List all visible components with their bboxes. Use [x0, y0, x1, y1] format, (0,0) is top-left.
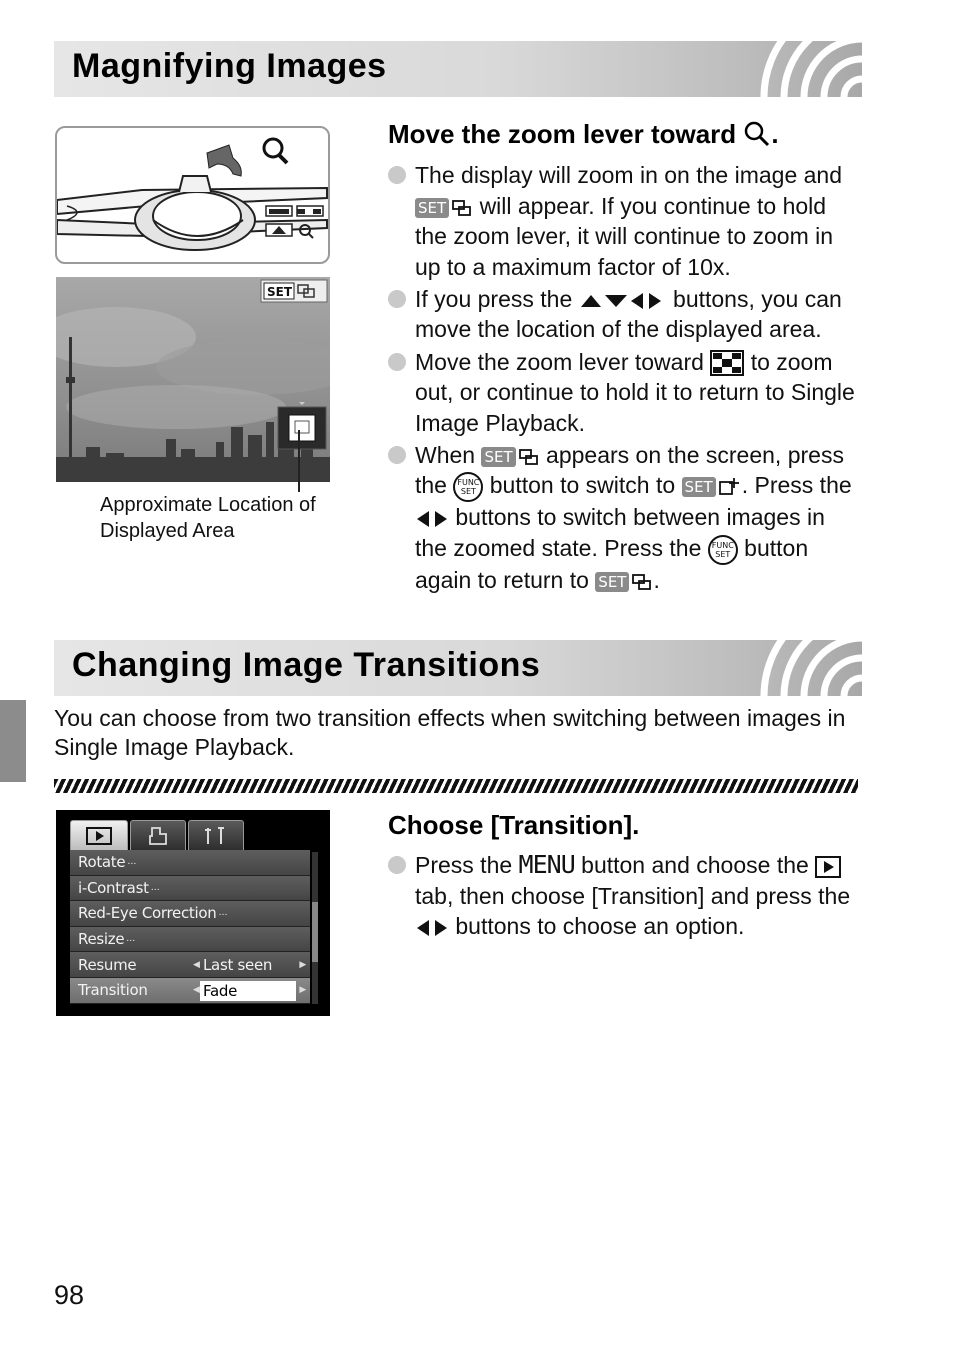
location-pointer-line [298, 430, 300, 492]
left-right-arrows-icon [415, 917, 449, 939]
list-item [388, 850, 858, 942]
set-label: SET [715, 549, 731, 559]
transition-step-heading: Choose [Transition]. [388, 810, 640, 840]
bullet-text: . [653, 566, 660, 593]
magnify-frame-icon [451, 198, 473, 218]
page-number: 98 [54, 1280, 85, 1310]
move-image-icon [718, 476, 742, 498]
set-icon: SET [481, 447, 515, 467]
menu-tabs [70, 820, 300, 850]
menu-item-label: Resize [78, 930, 125, 949]
set-icon: SET [415, 198, 449, 218]
menu-button-icon: MENU [518, 850, 575, 879]
menu-item-resume[interactable] [70, 952, 310, 978]
list-item [388, 440, 858, 596]
bullet-dot-icon [388, 290, 406, 308]
bullet-text: will appear. If you continue to hold the zoom lever, it will continue to zoom in up to a maximum factor of 10x. [415, 192, 834, 280]
zoom-step-heading-text: Move the zoom lever toward [388, 119, 737, 149]
bullet-text: buttons to choose an option. [455, 913, 745, 940]
menu-item-label: Rotate [78, 853, 126, 872]
set-magnify-icon [595, 572, 653, 592]
func-label: FUNC [711, 540, 734, 550]
zoom-step-heading [388, 119, 779, 150]
caption-line-1: Approximate Location of [100, 494, 316, 516]
bullet-text: Move the zoom lever toward [415, 348, 704, 375]
func-set-icon [453, 472, 483, 502]
transitions-intro: You can choose from two transition effects when switching between images in Single Image Playback. [54, 705, 846, 760]
func-label: FUNC [457, 478, 480, 488]
menu-item-label: Transition [78, 981, 148, 1000]
menu-item-value: Fade [200, 981, 296, 1001]
menu-item-resize[interactable]: Resize … [70, 927, 310, 953]
bullet-dot-icon [388, 353, 406, 371]
print-icon [146, 826, 170, 846]
transition-bullet-list [388, 850, 858, 943]
bullet-text: appears on the screen, press the [415, 441, 844, 499]
zoom-bullet-list [388, 160, 858, 597]
bullet-text: button again to return to [415, 534, 809, 593]
bullet-text: buttons, you can move the location of the displayed area. [415, 285, 842, 343]
bullet-text: button and choose the [581, 852, 809, 878]
list-item [388, 160, 858, 282]
bullet-text: tab, then choose [Transition] and press the [415, 882, 851, 909]
section-header-transitions [54, 640, 862, 696]
menu-item-label: Resume [78, 955, 137, 974]
arrow-buttons-icon [579, 290, 667, 312]
set-magnify-icon [415, 198, 473, 218]
bullet-text: The display will zoom in on the image and [415, 162, 843, 188]
caption-line-2: Displayed Area [100, 520, 235, 542]
playback-tab-icon [815, 856, 841, 878]
menu-item-i-contrast[interactable]: i-Contrast … [70, 876, 310, 902]
left-arrow-icon: ◀ [193, 985, 200, 996]
set-label: SET [460, 487, 476, 497]
set-icon: SET [595, 572, 629, 592]
bullet-text: button to switch to [489, 472, 676, 499]
tools-icon [204, 826, 228, 846]
zoom-step-heading-period: . [771, 119, 779, 149]
scrollbar-thumb [312, 902, 318, 962]
left-right-arrows-icon [415, 508, 449, 530]
index-playback-icon [710, 350, 744, 376]
menu-item-label: i-Contrast [78, 878, 149, 897]
section-header-magnifying [54, 41, 862, 97]
magnify-icon [743, 120, 771, 148]
bullet-text: . Press the [741, 472, 852, 499]
menu-item-transition[interactable] [70, 978, 310, 1004]
tab-settings[interactable] [188, 820, 244, 850]
zoomed-image-preview [56, 277, 330, 482]
set-image-switch-icon [682, 476, 742, 498]
bullet-dot-icon [388, 166, 406, 184]
tab-print[interactable] [130, 820, 186, 850]
step-divider [54, 779, 858, 793]
preview-caption [100, 492, 316, 544]
set-icon: SET [267, 285, 293, 299]
swirl-decoration-icon [742, 41, 862, 97]
section-title: Changing Image Transitions [72, 646, 541, 684]
set-magnify-icon [481, 447, 539, 467]
left-arrow-icon: ◀ [193, 959, 200, 970]
right-arrow-icon: ▶ [299, 959, 306, 970]
menu-item-rotate[interactable]: Rotate … [70, 850, 310, 876]
magnify-frame-icon [631, 572, 653, 592]
menu-item-label: Red-Eye Correction [78, 904, 217, 923]
camera-menu-screen [56, 810, 330, 1016]
list-item [388, 284, 858, 345]
chapter-side-tab [0, 700, 26, 782]
menu-list [70, 850, 310, 1004]
menu-item-red-eye-correction[interactable]: Red-Eye Correction … [70, 901, 310, 927]
list-item [388, 347, 858, 439]
swirl-decoration-icon [742, 640, 862, 696]
playback-icon [86, 827, 112, 845]
bullet-text: Press the [415, 852, 513, 878]
bullet-text: If you press the [415, 285, 573, 312]
tab-playback[interactable] [70, 820, 128, 850]
section-title: Magnifying Images [72, 47, 387, 85]
menu-scrollbar [312, 852, 318, 1004]
func-set-icon [708, 535, 738, 565]
bullet-text: buttons to switch between images in the zoomed state. Press the [415, 504, 825, 561]
set-icon: SET [682, 477, 716, 497]
bullet-dot-icon [388, 856, 406, 874]
right-arrow-icon: ▶ [299, 985, 306, 996]
bullet-text: When [415, 441, 476, 468]
menu-item-value: Last seen [203, 955, 273, 974]
magnify-frame-icon [518, 447, 540, 467]
bullet-dot-icon [388, 446, 406, 464]
bullet-text: to zoom out, or continue to hold it to return to Single Image Playback. [415, 348, 855, 436]
zoom-lever-illustration [55, 126, 330, 264]
